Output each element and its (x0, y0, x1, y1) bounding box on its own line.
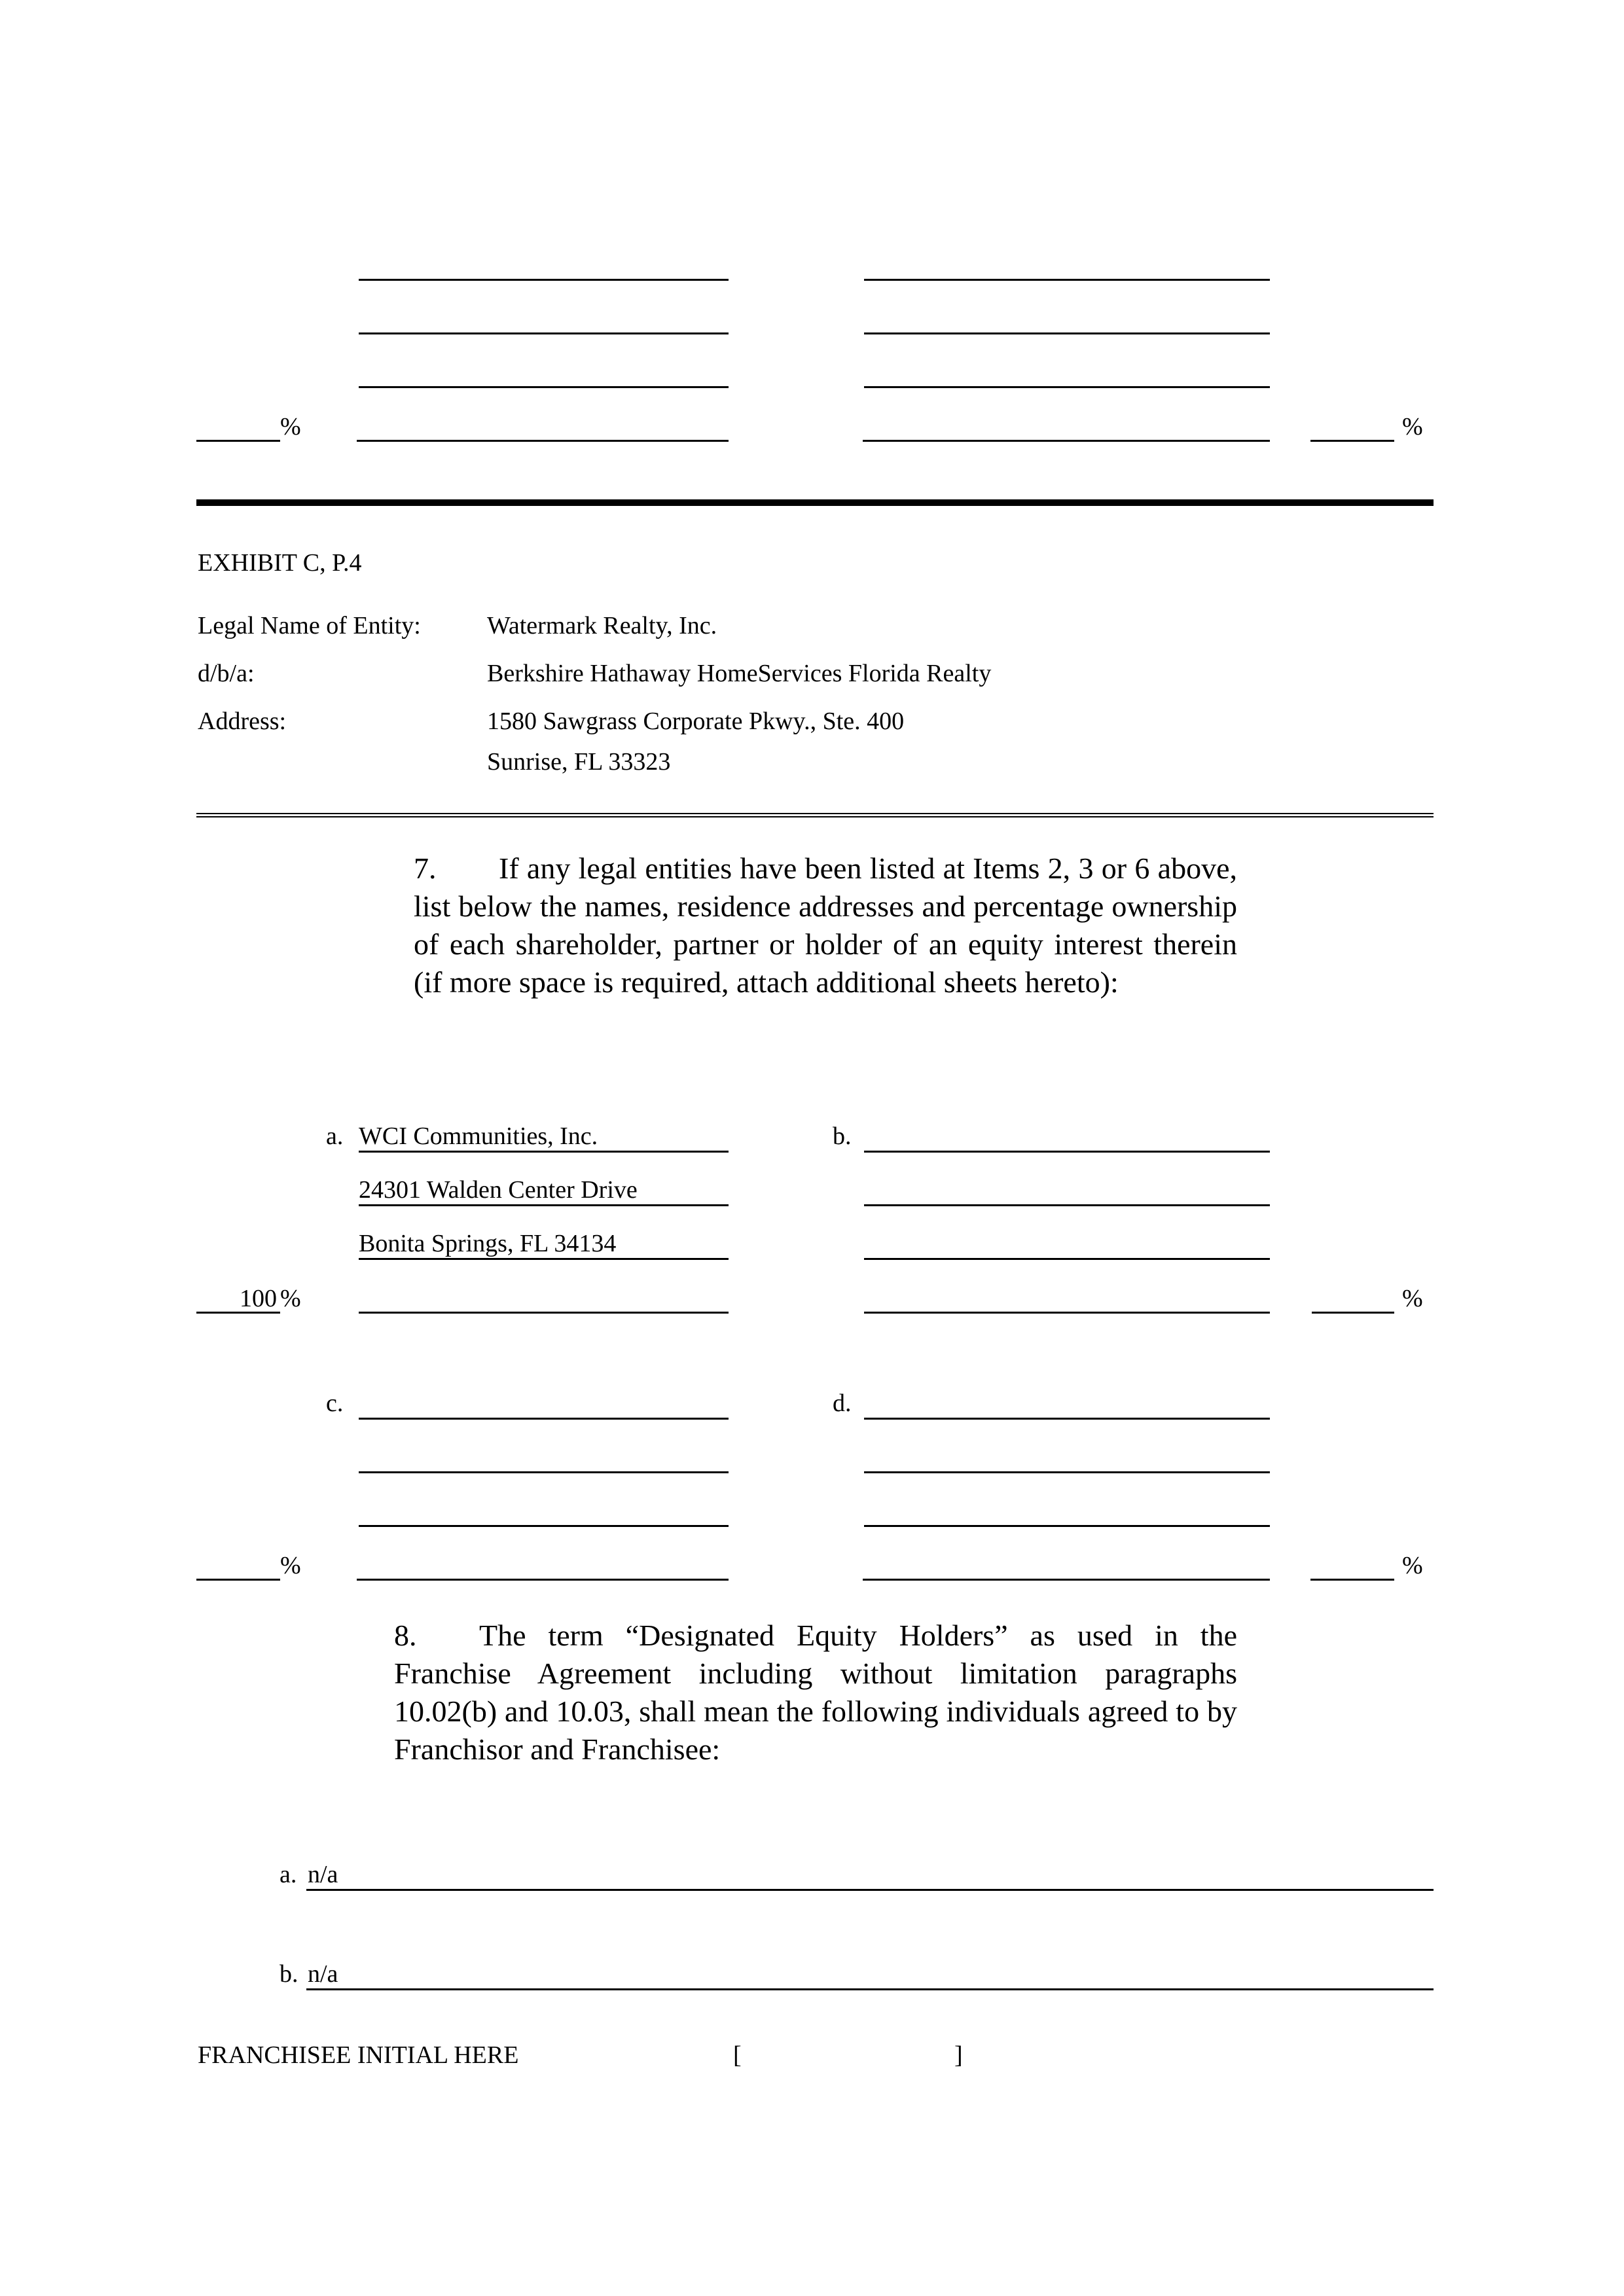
designated-b-line[interactable] (306, 1988, 1434, 1990)
holder-d-label: d. (833, 1390, 852, 1417)
initial-bracket-close: ] (954, 2041, 963, 2069)
holder-b-label: b. (833, 1122, 852, 1150)
holder-a-line-1-text: WCI Communities, Inc. (359, 1122, 598, 1150)
section-divider-double (196, 813, 1434, 817)
holder-a-percent-value: 100 (240, 1285, 277, 1312)
item-7-text: If any legal entities have been listed at Items 2, 3 or 6 above, list below the names, residence addresses and percentage ownership of each shareholder, partner or holder of an equity interest therein (if more space is required, attach additional sheets hereto): (414, 852, 1237, 999)
holder-b-line-2[interactable] (864, 1204, 1270, 1206)
holder-b-line-3[interactable] (864, 1258, 1270, 1260)
designated-b-label: b. (280, 1960, 298, 1988)
top-left-line-3[interactable] (359, 386, 729, 388)
top-right-line-3[interactable] (864, 386, 1270, 388)
holder-d-line-2[interactable] (864, 1471, 1270, 1473)
exhibit-label: EXHIBIT C, P.4 (198, 549, 362, 577)
holder-b-percent-field[interactable] (1312, 1312, 1394, 1314)
holder-c-line-3[interactable] (359, 1525, 729, 1527)
holder-a-line-4[interactable] (359, 1312, 729, 1314)
holder-c-line-2[interactable] (359, 1471, 729, 1473)
designated-a-value: n/a (308, 1861, 338, 1888)
designated-a-line[interactable] (306, 1889, 1434, 1891)
designated-a-label: a. (280, 1861, 297, 1888)
top-left-line-1[interactable] (359, 279, 729, 281)
address-line-1: 1580 Sawgrass Corporate Pkwy., Ste. 400 (487, 708, 905, 735)
holder-a-line-2-text: 24301 Walden Center Drive (359, 1176, 638, 1204)
item-7-paragraph (414, 850, 1237, 1001)
item-8-number: 8. (394, 1619, 417, 1652)
top-right-line-4[interactable] (863, 440, 1270, 442)
holder-a-percent-field[interactable] (196, 1312, 280, 1314)
legal-name-value: Watermark Realty, Inc. (487, 612, 717, 639)
holder-d-line-3[interactable] (864, 1525, 1270, 1527)
top-left-line-2[interactable] (359, 332, 729, 334)
holder-c-percent-sign: % (280, 1552, 301, 1579)
top-right-percent-sign: % (1402, 413, 1423, 440)
top-right-line-1[interactable] (864, 279, 1270, 281)
holder-d-percent-field[interactable] (1310, 1579, 1394, 1581)
top-right-line-2[interactable] (864, 332, 1270, 334)
holder-d-percent-sign: % (1402, 1552, 1423, 1579)
holder-c-label: c. (326, 1390, 344, 1417)
holder-a-label: a. (326, 1122, 344, 1150)
initial-bracket-open: [ (733, 2041, 742, 2069)
top-right-percent-field[interactable] (1310, 440, 1394, 442)
item-8-text: The term “Designated Equity Holders” as used in the Franchise Agreement including without limitation paragraphs 10.02(b) and 10.03, shall mean the following individuals agreed to by Franchisor and Franchisee: (394, 1619, 1237, 1766)
item-8-paragraph (394, 1617, 1237, 1768)
holder-c-percent-field[interactable] (196, 1579, 280, 1581)
designated-b-value: n/a (308, 1960, 338, 1988)
holder-b-line-4[interactable] (864, 1312, 1270, 1314)
holder-a-line-1[interactable] (359, 1151, 729, 1153)
holder-a-percent-sign: % (280, 1285, 301, 1312)
item-7-number: 7. (414, 852, 437, 885)
top-left-percent-field[interactable] (196, 440, 280, 442)
holder-a-line-3-text: Bonita Springs, FL 34134 (359, 1230, 617, 1257)
holder-b-percent-sign: % (1402, 1285, 1423, 1312)
top-left-percent-sign: % (280, 413, 301, 440)
holder-d-line-1[interactable] (864, 1418, 1270, 1420)
holder-a-line-2[interactable] (359, 1204, 729, 1206)
section-divider-thick (196, 499, 1434, 506)
address-label: Address: (198, 708, 287, 735)
legal-name-label: Legal Name of Entity: (198, 612, 421, 639)
holder-c-line-4[interactable] (357, 1579, 729, 1581)
top-left-line-4[interactable] (357, 440, 729, 442)
dba-label: d/b/a: (198, 660, 255, 687)
franchisee-initial-label: FRANCHISEE INITIAL HERE (198, 2041, 519, 2069)
holder-a-line-3[interactable] (359, 1258, 729, 1260)
address-line-2: Sunrise, FL 33323 (487, 748, 671, 776)
holder-b-line-1[interactable] (864, 1151, 1270, 1153)
dba-value: Berkshire Hathaway HomeServices Florida Realty (487, 660, 992, 687)
initial-field[interactable] (746, 2039, 949, 2071)
holder-d-line-4[interactable] (863, 1579, 1270, 1581)
holder-c-line-1[interactable] (359, 1418, 729, 1420)
